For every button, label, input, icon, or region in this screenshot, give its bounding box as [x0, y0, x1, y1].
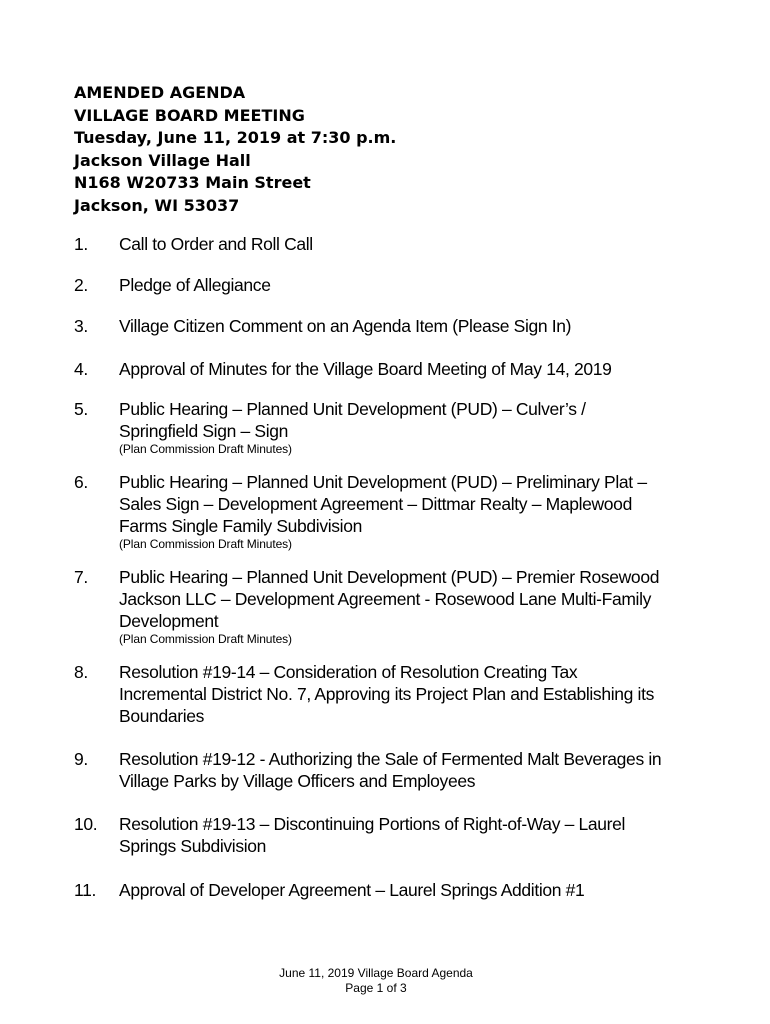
agenda-item-1 [74, 233, 704, 255]
agenda-item-9 [74, 748, 704, 792]
header-meeting-date: Tuesday, June 11, 2019 at 7:30 p.m. [74, 128, 397, 147]
agenda-item-8 [74, 661, 704, 727]
header-street-address: N168 W20733 Main Street [74, 173, 311, 192]
agenda-item-3 [74, 315, 704, 337]
header-document-type: AMENDED AGENDA [74, 83, 246, 102]
agenda-item-text: Approval of Developer Agreement – Laurel Springs Addition #1 [119, 880, 585, 900]
agenda-item-number: 10. [74, 814, 98, 834]
agenda-item-number: 1. [74, 234, 88, 254]
agenda-item-number: 6. [74, 472, 88, 492]
page-footer [0, 966, 752, 996]
header-venue: Jackson Village Hall [74, 150, 251, 170]
agenda-item-number: 4. [74, 359, 88, 379]
agenda-item-text: Public Hearing – Planned Unit Development (PUD) – Preliminary Plat – Sales Sign – Development Agreement – Dittmar Realty – Maplewood Farms Single Family Subdivision [119, 472, 647, 536]
agenda-item-text: Village Citizen Comment on an Agenda Item (Please Sign In) [119, 316, 572, 336]
agenda-item-note: (Plan Commission Draft Minutes) [119, 537, 292, 551]
agenda-item-number: 3. [74, 316, 88, 336]
header-meeting-name: VILLAGE BOARD MEETING [74, 105, 305, 125]
agenda-item-number: 11. [74, 880, 96, 900]
footer-document-title: June 11, 2019 Village Board Agenda [279, 966, 473, 980]
agenda-item-note: (Plan Commission Draft Minutes) [119, 442, 292, 456]
agenda-item-text: Approval of Minutes for the Village Board Meeting of May 14, 2019 [119, 359, 612, 379]
agenda-item-number: 2. [74, 275, 88, 295]
agenda-item-number: 5. [74, 399, 88, 419]
agenda-item-text: Public Hearing – Planned Unit Development (PUD) – Culver’s / Springfield Sign – Sign [119, 399, 586, 441]
agenda-item-5 [74, 398, 704, 456]
agenda-item-10 [74, 813, 704, 857]
agenda-item-text: Resolution #19-13 – Discontinuing Portions of Right-of-Way – Laurel Springs Subdivision [119, 814, 626, 856]
agenda-list [74, 233, 704, 901]
agenda-item-number: 8. [74, 662, 88, 682]
agenda-item-2 [74, 274, 704, 296]
agenda-item-4 [74, 358, 704, 380]
agenda-item-text: Resolution #19-12 - Authorizing the Sale of Fermented Malt Beverages in Village Parks by Village Officers and Employees [119, 749, 662, 791]
agenda-item-number: 9. [74, 749, 88, 769]
agenda-header [74, 82, 674, 217]
agenda-item-text: Public Hearing – Planned Unit Development (PUD) – Premier Rosewood Jackson LLC – Development Agreement - Rosewood Lane Multi-Family Development [119, 567, 660, 631]
agenda-item-6 [74, 471, 704, 551]
footer-page-number: Page 1 of 3 [345, 981, 407, 995]
agenda-item-7 [74, 566, 704, 646]
agenda-item-note: (Plan Commission Draft Minutes) [119, 632, 292, 646]
agenda-item-text: Resolution #19-14 – Consideration of Resolution Creating Tax Incremental District No. 7, Approving its Project Plan and Establishing its Boundaries [119, 662, 654, 726]
agenda-item-text: Pledge of Allegiance [119, 275, 271, 295]
agenda-item-text: Call to Order and Roll Call [119, 234, 313, 254]
agenda-item-11 [74, 879, 704, 901]
header-city-state-zip: Jackson, WI 53037 [74, 195, 240, 215]
agenda-item-number: 7. [74, 567, 88, 587]
